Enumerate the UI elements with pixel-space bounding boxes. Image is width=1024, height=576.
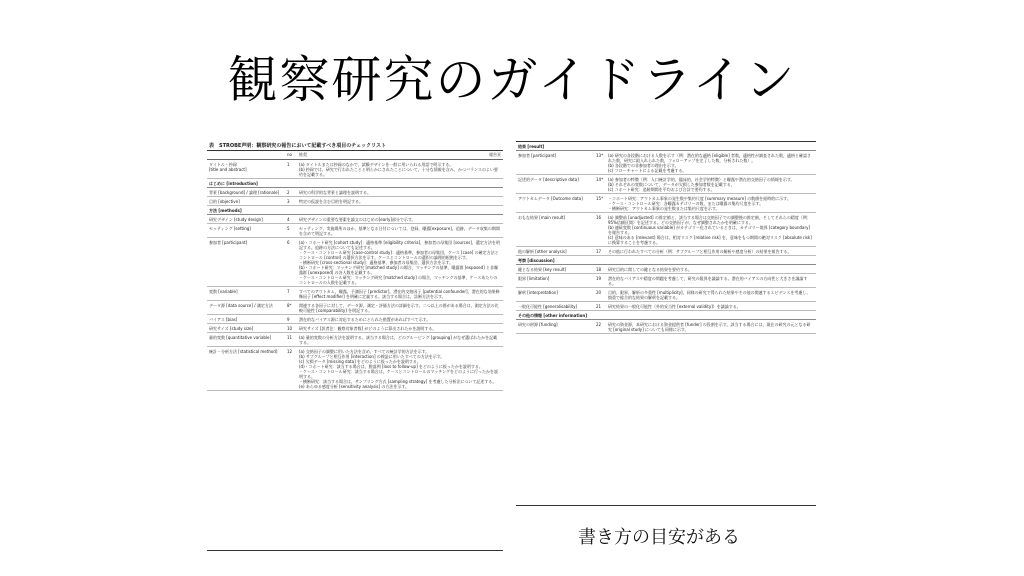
row-item: 方法 [methods] (209, 207, 242, 213)
row-recommendation: (a)・コホート研究 [cohort study]：適格基準 [eligibility criteria]，参加者の母集団 [sources]，選定方法を明記する。追跡の方法についても記述する。 ・ケース・コントロール研究 [case-control study]：適格基準，参加者の母集団，ケース [case] の確定方法とコントロール [control] の選択方法を示す。ケースとコントロールの選択の論理的根拠を示す。 ・横断研究 [cross-sectional study]：適格基準，参加者の母集団，選択方法を示す。 (b)・コホート研究：マッチング研究 [matched study] の場合，マッチングの基準，曝露群 [exposed] と非曝露群 [unexposed] の各人数を記載する。 ・ケース・コントロール研究：マッチング研究 [matched study] の場合，マッチングの基準，ケースあたりのコントロールの人数を記載する。 (299, 239, 500, 285)
row-item: 研究サイズ [study size] (209, 325, 254, 331)
table-row (516, 302, 816, 311)
table-body-right (516, 141, 816, 334)
header-no: no (287, 152, 292, 157)
row-item: タイトル・抄録 [title and abstract] (209, 161, 247, 172)
table-row (207, 238, 503, 287)
row-number: 3 (287, 198, 290, 204)
row-number: 17 (596, 248, 602, 254)
row-item: 目的 [objective] (209, 198, 240, 204)
table-row (516, 288, 816, 302)
table-row (207, 215, 503, 224)
slide-title: 観察研究のガイドライン (227, 51, 797, 109)
row-recommendation: (a) 調整前 [unadjusted] の推定値と，該当する場合は交絡因子での調整後の推定値，そしてそれらの精度（例：95%信頼区間）を記述する。どの交絡因子が，なぜ調整されたかを明確にする。 (b) 連続変数 [continuous variable] がカテゴリー化されているときは，カテゴリー境界 [category boundary] を報告する。 (c) 意味のある [relevant] 場合は，相対リスク [relative risk] を，意味をもつ期間の絶対リスク [absolute risk] に換算することを考慮する。 (608, 214, 812, 245)
row-recommendation (299, 208, 501, 213)
row-number: 20 (596, 289, 602, 295)
table-section-row (516, 311, 816, 320)
checklist-table-right (516, 141, 816, 506)
table-row (207, 224, 503, 238)
row-item: 記述的データ [descriptive data] (518, 176, 579, 182)
row-recommendation: 関連する各因子に対して，データ源，測定・評価方法の詳細を示す。二つ以上の群がある場合は，測定方法の比較可能性 [comparability] を明記する。 (299, 302, 499, 313)
row-number: 9 (287, 316, 290, 322)
row-item: 鍵となる結果 [key result] (518, 266, 566, 272)
table-row (207, 188, 503, 197)
row-number: 8* (287, 302, 292, 308)
row-number: 21 (596, 303, 602, 309)
row-recommendation: 潜在的なバイアス源に対応するためにとられた措置があればすべて示す。 (299, 316, 431, 322)
row-item: 研究デザイン [study design] (209, 216, 263, 222)
table-row (207, 347, 503, 391)
row-recommendation: 特定の仮説を含む目的を明記する。 (299, 198, 363, 204)
row-item: バイアス [bias] (209, 316, 238, 322)
row-recommendation (299, 181, 501, 186)
row-item: はじめに [introduction] (209, 180, 258, 186)
row-number: 1 (287, 161, 290, 167)
row-item: 限界 [limitation] (518, 275, 550, 281)
row-item: 参加者 [participant] (518, 152, 557, 158)
row-item: セッティング [setting] (209, 225, 251, 231)
table-row (207, 160, 503, 179)
table-row (207, 197, 503, 206)
row-number: 22 (596, 321, 602, 327)
row-recommendation: 研究目的に関しての鍵となる結果を要約する。 (608, 266, 692, 272)
header-page: 報告頁 (489, 152, 501, 157)
row-number (287, 208, 299, 213)
row-item: 解釈 [interpretation] (518, 289, 558, 295)
table-row (207, 333, 503, 347)
table-row (207, 324, 503, 333)
row-item: おもな結果 [main result] (518, 214, 565, 220)
checklist-table-left (207, 141, 503, 551)
row-recommendation (608, 313, 814, 318)
row-item: 一般化可能性 [generalisability] (518, 303, 578, 309)
row-recommendation: (a) 参加者の特徴（例：人口統計学的，臨床的，社会学的特徴）と曝露や潜在的交絡因子の情報を示す。 (b) それぞれの変数について，データが欠損した参加者数を記載する。 (c) コホート研究：追跡期間を平均および合計で要約する。 (608, 176, 795, 192)
row-number: 11 (287, 334, 293, 340)
row-recommendation: 潜在的なバイアスや精度の問題を考慮して，研究の限界を議論する。潜在的バイアスの方向性と大きさを議論する。 (608, 275, 808, 286)
row-item: その他の情報 [other information] (518, 312, 588, 318)
row-number: 12 (287, 348, 293, 354)
row-item: 研究の財源 [funding] (518, 321, 558, 327)
table-row (516, 175, 816, 194)
row-recommendation: すべてのアウトカム，曝露，予測因子 [predictor]，潜在的交絡因子 [potential confounder]，潜在的な効果修飾因子 [effect modifier] を明確に定義する。該当する場合は，診断方法を示す。 (299, 288, 500, 299)
table-row (207, 287, 503, 301)
row-recommendation: 研究結果の一般化可能性（外的妥当性 [external validity]）を議論する。 (608, 303, 741, 309)
table-row (516, 265, 816, 274)
row-recommendation: (a) タイトルまたは抄録のなかで，試験デザインを一般に用いられる用語で明示する。 (b) 抄録では，研究で行われたことと明らかにされたことについて，十分な情報を含み，かつバランスのよい要約を記載する。 (299, 161, 498, 177)
row-recommendation: 研究デザインの重要な要素を論文のはじめの[early]部分で示す。 (299, 216, 416, 222)
header-recommendation: 推奨 (299, 152, 307, 157)
row-number: 2 (287, 189, 290, 195)
table-section-row (516, 256, 816, 265)
row-recommendation: ・コホート研究：アウトカム事象の発生数や集約尺度 [summary measure] の数値を経時的に示す。 ・ケース・コントロール研究：各曝露カテゴリーの数，または曝露の集約尺度を示す。 ・横断研究：アウトカム事象の発生数または集約尺度を示す。 (608, 195, 791, 211)
row-number: 5 (287, 225, 290, 231)
row-item: 統計・分析方法 [statistical method] (209, 348, 278, 354)
row-number (287, 181, 299, 186)
row-item: 量的変数 [quantitative variable] (209, 334, 272, 340)
table-row (516, 213, 816, 247)
table-section-row (516, 142, 816, 151)
table-body-left (207, 160, 503, 391)
table-row (207, 301, 503, 315)
table-title: 表 STROBE声明：観察研究の報告において記載すべき項目のチェックリスト (207, 141, 503, 151)
table-row (516, 194, 816, 213)
row-item: アウトカムデータ [Outcome data] (518, 195, 583, 201)
row-item: 考察 [discussion] (518, 257, 555, 263)
table-bottom-rule (516, 505, 816, 506)
row-number: 15* (596, 195, 604, 201)
row-number: 7 (287, 288, 290, 294)
table-section-row (207, 206, 503, 215)
row-item: 他の解析 [other analysis] (518, 248, 567, 254)
row-recommendation: 研究の科学的な背景と論理を説明する。 (299, 189, 371, 195)
header-item (209, 152, 287, 158)
row-recommendation: 目的，限界，解析の多重性 [multiplicity]，同様の研究で得られた結果やその他の関連するエビデンスを考慮し，慎重で総合的な結果の解釈を記載する。 (608, 289, 811, 300)
row-recommendation: (a) 量的変数の分析方法を説明する。該当する場合は，どのグルーピング [grouping] がなぜ選ばれたかを記載する。 (299, 334, 498, 345)
row-item: 参加者 [participant] (209, 239, 248, 245)
table-row (207, 315, 503, 324)
row-recommendation: セッティング，実施場所のほか，基準となる日付については，登録，曝露[exposure]，追跡，データ収集の期間を含めて明記する。 (299, 225, 500, 236)
row-item: データ源 [data source] / 測定方法 (209, 302, 273, 308)
table-bottom-rule (207, 550, 503, 551)
row-recommendation: (a) 研究の各段階における人数を示す（例：潜在的な適格 [eligible] 者数，適格性が調査された数，適格と確認された数，研究に組入れられた数，フォローアップを完了した数，分析された数）。 (b) 各段階での非参加者の理由を示す。 (c) フローチャートによる記載を考慮する。 (608, 152, 811, 173)
table-row (516, 320, 816, 334)
row-number: 13* (596, 152, 604, 158)
table-section-row (207, 179, 503, 188)
row-recommendation: その他に行われたすべての分析（例：サブグループと相互作用の解析や感度分析）の結果を報告する。 (608, 248, 792, 254)
row-recommendation: 研究サイズ [訳者注：観察対象者数] がどのように算出されたかを説明する。 (299, 325, 437, 331)
table-header (207, 151, 503, 160)
row-recommendation (608, 258, 814, 263)
row-recommendation: 研究の資金源，本研究における資金提供者 [funder] の役割を示す。該当する場合には，現在の研究の元となる研究 [original study] についても同様に示す。 (608, 321, 811, 332)
row-number: 19 (596, 275, 602, 281)
row-number (596, 313, 608, 318)
table-row (516, 151, 816, 175)
row-number: 16 (596, 214, 602, 220)
row-number: 14* (596, 176, 604, 182)
row-recommendation (608, 144, 814, 149)
row-number: 10 (287, 325, 293, 331)
row-number: 4 (287, 216, 290, 222)
row-number (596, 258, 608, 263)
table-row (516, 247, 816, 256)
slide-caption: 書き方の目安がある (578, 527, 740, 548)
row-number: 6 (287, 239, 290, 245)
row-item: 結果 [result] (518, 143, 545, 149)
row-recommendation: (a) 交絡因子の調整に用いた方法を含め，すべての統計学的方法を示す。 (b) サブグループと相互作用 [interaction] の検証に用いたすべての方法を示す。 (c) 欠損データ [missing data] をどのように扱ったかを説明する。 (d)・コホート研究：該当する場合は，脱落例 [loss to follow-up] をどのように扱ったかを説明する。 ・ケース・コントロール研究：該当する場合は，ケースとコントロールのマッチングをどのように行ったかを説明する。 ・横断研究：該当する場合は，サンプリング方式 [sampling strategy] を考慮した分析法について記述する。 (e) あらゆる感度分析 [sensitivity analysis] の方法を示す。 (299, 348, 498, 389)
table-row (516, 274, 816, 288)
row-number: 18 (596, 266, 602, 272)
row-number (596, 144, 608, 149)
row-item: 変数 [variable] (209, 288, 238, 294)
row-item: 背景 [background] / 論理 [rationale] (209, 189, 280, 195)
